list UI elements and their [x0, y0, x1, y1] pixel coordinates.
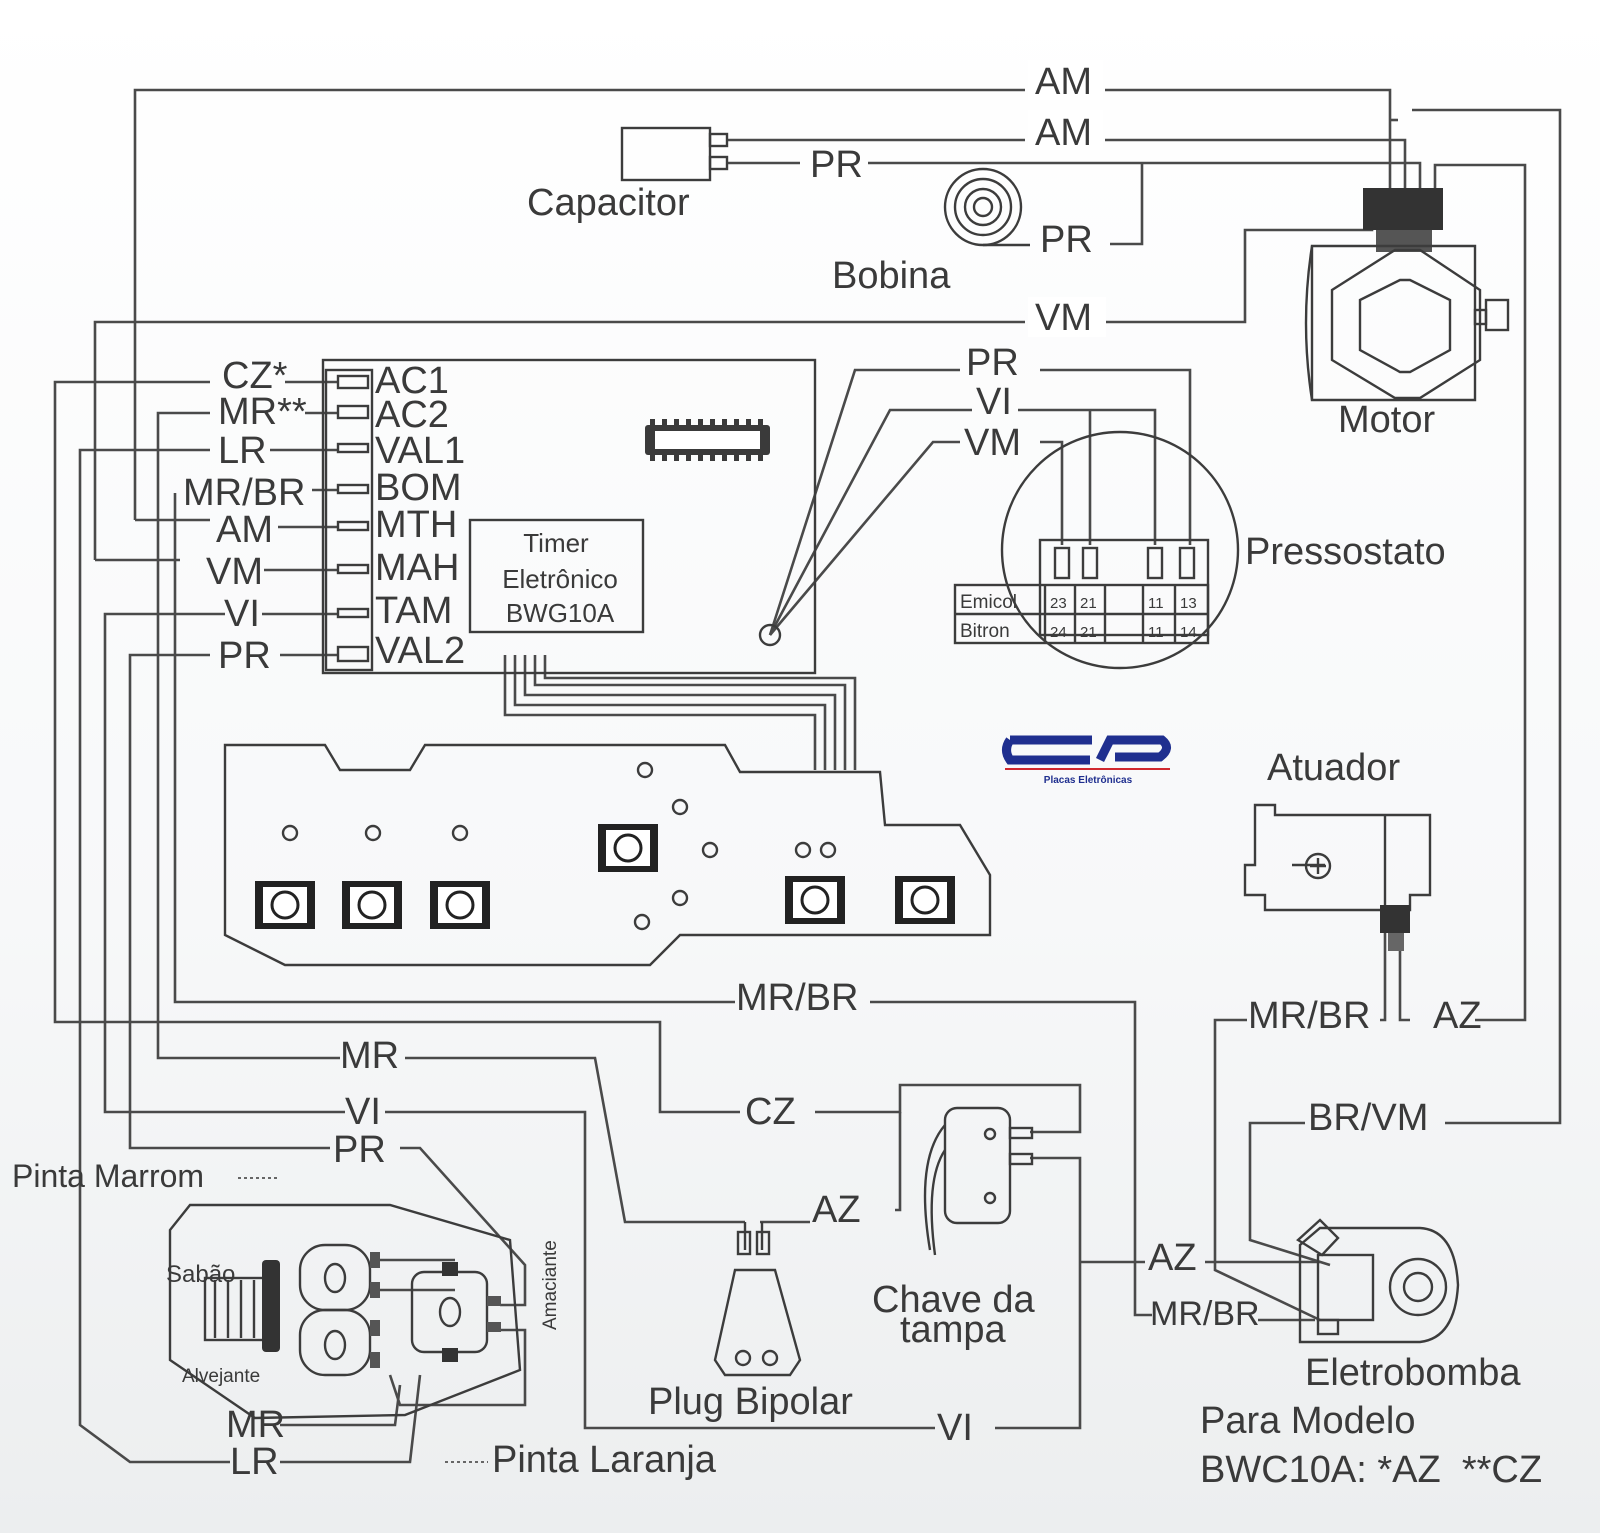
- wire-valve-pins: [370, 1260, 525, 1405]
- press-row2-c3: 11: [1148, 624, 1164, 641]
- label-pinta-marrom: Pinta Marrom: [12, 1158, 205, 1194]
- logo-caption: Placas Eletrônicas: [1043, 775, 1133, 786]
- press-row2-brand: Bitron: [960, 621, 1010, 642]
- label-chave-1: Chave da: [872, 1279, 1035, 1321]
- plug-bipolar: [715, 1222, 800, 1375]
- press-row1-brand: Emicol: [960, 592, 1018, 613]
- wire-chave-plug: [1030, 1158, 1080, 1262]
- press-row1-c2: 21: [1080, 595, 1097, 612]
- label-vm-press: VM: [964, 422, 1021, 464]
- note-line1: Para Modelo: [1200, 1400, 1416, 1442]
- wire-vm-press: [770, 442, 1062, 635]
- label-br-vm: BR/VM: [1308, 1097, 1429, 1139]
- label-pr-bottom: PR: [333, 1129, 386, 1171]
- label-timer-2: Eletrônico: [502, 564, 618, 594]
- wire-mr-valve: [280, 1385, 400, 1425]
- terminal-ac1: AC1: [375, 360, 449, 402]
- label-mr: MR: [340, 1035, 400, 1077]
- label-vm: VM: [206, 551, 263, 593]
- label-am: AM: [216, 509, 273, 551]
- chave-tampa: [925, 1108, 1032, 1255]
- wire-pr-bobina: [1110, 163, 1142, 244]
- label-atuador: Atuador: [1267, 747, 1401, 789]
- label-lr: LR: [218, 430, 267, 472]
- label-sabao: Sabão: [166, 1261, 236, 1288]
- eletrobomba: [1298, 1220, 1458, 1342]
- wire-az-chave: [895, 1112, 900, 1210]
- wire-br-vm-motor: [1412, 110, 1560, 1123]
- bobina-coil: [945, 169, 1030, 245]
- press-row1-c3: 11: [1148, 595, 1164, 612]
- label-mr-br: MR/BR: [183, 472, 306, 514]
- terminal-mah: MAH: [375, 547, 460, 589]
- label-am-cap: AM: [1035, 112, 1092, 154]
- press-row1-c1: 23: [1050, 595, 1067, 612]
- label-cz-star: CZ*: [222, 355, 288, 397]
- label-plug: Plug Bipolar: [648, 1381, 853, 1423]
- label-pr-bob: PR: [1040, 219, 1093, 261]
- label-motor: Motor: [1338, 399, 1436, 441]
- label-chave-2: tampa: [900, 1309, 1006, 1351]
- note-line2: BWC10A: *AZ **CZ: [1200, 1449, 1543, 1491]
- button-panel: [225, 745, 990, 965]
- label-mr-valve: MR: [226, 1404, 286, 1446]
- label-cz: CZ: [745, 1091, 796, 1133]
- label-pinta-laranja: Pinta Laranja: [492, 1439, 716, 1481]
- label-eletrobomba: Eletrobomba: [1305, 1352, 1521, 1394]
- terminal-tam: TAM: [375, 590, 453, 632]
- atuador: [1245, 805, 1430, 951]
- label-bobina: Bobina: [832, 255, 951, 297]
- label-az-atuador: AZ: [1433, 995, 1482, 1037]
- label-vi-press: VI: [976, 381, 1012, 423]
- label-mr-br-atuador: MR/BR: [1248, 995, 1371, 1037]
- label-timer-3: BWG10A: [505, 598, 615, 628]
- terminal-labels: [375, 360, 465, 672]
- wire-cz-chave: [815, 1085, 1080, 1132]
- label-pr-press: PR: [966, 342, 1019, 384]
- label-vi: VI: [224, 593, 260, 635]
- label-vi-plug: VI: [937, 1407, 973, 1449]
- panel-switches: [255, 824, 955, 929]
- wire-lr-left: [80, 450, 230, 1462]
- label-az-plug: AZ: [812, 1189, 861, 1231]
- wire-mr-plug: [405, 1058, 745, 1222]
- terminal-val2: VAL2: [375, 630, 466, 672]
- press-row2-c2: 21: [1080, 624, 1097, 641]
- label-lr-valve: LR: [230, 1441, 279, 1483]
- capacitor: [622, 128, 727, 180]
- label-amaciante: Amaciante: [540, 1240, 561, 1330]
- label-timer-1: Timer: [523, 528, 589, 558]
- terminal-val1: VAL1: [375, 430, 466, 472]
- wire-mrbr-atuador: [1215, 1020, 1320, 1320]
- motor: [1306, 188, 1508, 400]
- label-mr-br-bottom: MR/BR: [736, 977, 859, 1019]
- label-pressostato: Pressostato: [1245, 531, 1446, 573]
- press-row2-c1: 24: [1050, 624, 1067, 641]
- terminal-mth: MTH: [375, 504, 458, 546]
- label-mr-2star: MR**: [218, 391, 307, 433]
- terminal-bom: BOM: [375, 467, 462, 509]
- model-note: [1200, 1400, 1542, 1491]
- press-row1-c4: 13: [1180, 595, 1197, 612]
- label-pr: PR: [218, 635, 271, 677]
- wire-brvm: [1250, 1123, 1330, 1265]
- label-vi-bottom: VI: [345, 1091, 381, 1133]
- label-alvejante: Alvejante: [182, 1366, 261, 1387]
- label-mr-br-bomba: MR/BR: [1150, 1295, 1260, 1333]
- label-am-top: AM: [1035, 61, 1092, 103]
- cp-logo: [1005, 740, 1170, 786]
- label-capacitor: Capacitor: [527, 182, 690, 224]
- label-vm-motor: VM: [1035, 297, 1092, 339]
- press-row2-c4: 14: [1180, 624, 1197, 641]
- label-az-bomba: AZ: [1148, 1237, 1197, 1279]
- terminal-ac2: AC2: [375, 394, 449, 436]
- label-pr-cap: PR: [810, 144, 863, 186]
